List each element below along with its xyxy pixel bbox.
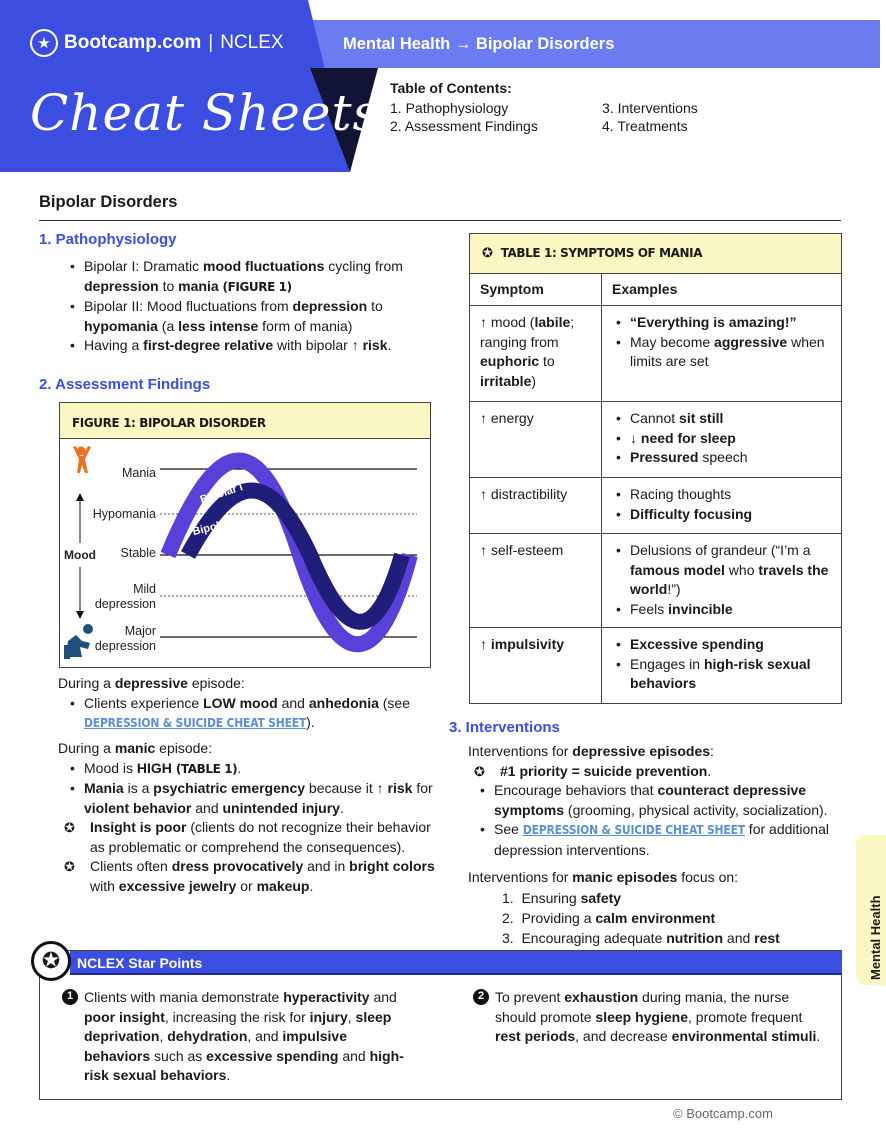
number-2-icon: 2 — [473, 989, 489, 1005]
list-item: • Difficulty focusing — [612, 505, 831, 525]
level-mild: Mild — [133, 582, 156, 596]
table-row — [470, 306, 842, 402]
depressive-episode-block — [58, 674, 438, 734]
level-depression: depression — [94, 597, 156, 611]
star-point-1: 1 Clients with mania demonstrate hyperactivity and poor insight, increasing the risk for injury, sleep deprivation, dehydration, and impulsive behaviors such as excessive spending and high-risk sexual behaviors. — [84, 988, 414, 1086]
interventions-block — [468, 742, 848, 948]
star-list-item: ✪ Insight is poor (clients do not recognize their behavior as problematic or comprehend the consequences). — [64, 818, 438, 857]
list-item: • Delusions of grandeur (“I’m a famous model who travels the world!”) — [612, 541, 831, 600]
toc-item[interactable]: 4. Treatments — [602, 118, 688, 134]
number-1-icon: 1 — [62, 989, 78, 1005]
depressive-interventions-intro: Interventions for depressive episodes: — [468, 743, 714, 759]
table-row — [470, 534, 842, 628]
level-stable: Stable — [120, 546, 156, 560]
list-item: 3. Encouraging adequate nutrition and rest — [502, 929, 780, 946]
depression-cheat-sheet-link[interactable]: DEPRESSION & SUICIDE CHEAT SHEET — [522, 823, 745, 837]
section-title-assessment: 2. Assessment Findings — [39, 376, 211, 393]
script-title-text: Cheat Sheets — [30, 84, 380, 142]
symptom-cell: ↑ self-esteem — [470, 534, 602, 628]
mood-cycle-diagram — [60, 439, 430, 667]
star-list-item: ✪ #1 priority = suicide prevention. — [474, 762, 848, 782]
figure-bipolar-disorder — [59, 402, 431, 668]
column-header-symptom: Symptom — [470, 273, 602, 306]
brand-product: NCLEX — [220, 32, 284, 53]
list-item: • Engages in high-risk sexual behaviors — [612, 655, 831, 694]
brand-name: Bootcamp.com — [64, 32, 202, 53]
list-item: • See DEPRESSION & SUICIDE CHEAT SHEET for additional depression interventions. — [474, 820, 848, 860]
table-row — [470, 402, 842, 478]
list-item: • “Everything is amazing!” — [612, 313, 831, 333]
list-item: • Bipolar I: Dramatic mood fluctuations cycling from depression to mania (FIGURE 1) — [64, 257, 424, 297]
list-item: • Having a first-degree relative with bipolar ↑ risk. — [64, 336, 424, 356]
side-tab-label: Mental Health — [868, 895, 883, 980]
depression-cheat-sheet-link[interactable]: DEPRESSION & SUICIDE CHEAT SHEET — [84, 716, 307, 730]
list-item: • Mania is a psychiatric emergency because it ↑ risk for violent behavior and unintended injury. — [64, 779, 438, 818]
brand-separator: | — [208, 32, 214, 53]
pathophysiology-list — [64, 257, 424, 356]
list-item: • Cannot sit still — [612, 409, 831, 429]
table-of-contents — [390, 80, 722, 134]
list-item: • May become aggressive when limits are set — [612, 333, 831, 372]
toc-item[interactable]: 3. Interventions — [602, 100, 698, 116]
list-item: • ↓ need for sleep — [612, 429, 831, 449]
column-header-examples: Examples — [602, 273, 842, 306]
star-badge-icon: ✪ — [31, 941, 71, 981]
symptom-cell: ↑ distractibility — [470, 478, 602, 534]
section-title: Mental Health → Bipolar Disorders — [343, 35, 615, 53]
table-row — [470, 628, 842, 704]
toc-item[interactable]: 1. Pathophysiology — [390, 100, 509, 116]
list-item: • Clients experience LOW mood and anhedonia (see DEPRESSION & SUICIDE CHEAT SHEET). — [64, 694, 438, 734]
section-title-pathophysiology: 1. Pathophysiology — [39, 231, 177, 248]
section-title-interventions: 3. Interventions — [449, 719, 560, 736]
manic-episode-block — [58, 739, 438, 896]
examples-cell — [602, 306, 842, 402]
sad-person-icon — [64, 624, 93, 659]
arrow-up-icon — [76, 493, 84, 501]
nclex-star-points-box — [39, 950, 842, 1100]
table-title: ✪ TABLE 1: SYMPTOMS OF MANIA — [470, 234, 842, 274]
list-item: • Feels invincible — [612, 600, 831, 620]
symptom-cell: ↑ mood (labile; ranging from euphoric to irritable) — [470, 306, 602, 402]
list-item: • Encourage behaviors that counteract depressive symptoms (grooming, physical activity, socialization). — [474, 781, 848, 820]
list-item: • Bipolar II: Mood fluctuations from depression to hypomania (a less intense form of mania) — [64, 297, 424, 336]
arrow-down-icon — [76, 611, 84, 619]
examples-cell — [602, 534, 842, 628]
bipolar-1-label: Bipolar I — [198, 481, 245, 507]
mood-axis-label: Mood — [64, 548, 96, 562]
figure-title: FIGURE 1: BIPOLAR DISORDER — [60, 403, 430, 439]
symptom-cell: ↑ energy — [470, 402, 602, 478]
level-mania: Mania — [121, 466, 156, 480]
depressive-intro: During a depressive episode: — [58, 675, 245, 691]
table-symptoms-of-mania — [469, 233, 842, 704]
symptom-cell: ↑ impulsivity — [470, 628, 602, 704]
copyright: © Bootcamp.com — [673, 1106, 773, 1121]
list-item: • Pressured speech — [612, 448, 831, 468]
manic-interventions-intro: Interventions for manic episodes focus on: — [468, 869, 739, 885]
list-item: • Excessive spending — [612, 635, 831, 655]
page-heading: Bipolar Disorders — [39, 193, 178, 211]
star-points-title: NCLEX Star Points — [70, 951, 842, 975]
divider — [39, 220, 841, 221]
bipolar-2-label: Bipolar II — [191, 515, 240, 539]
star-logo-icon: ★ — [30, 29, 58, 57]
list-item: • Racing thoughts — [612, 485, 831, 505]
brand-logo[interactable] — [30, 29, 284, 57]
star-point-2: 2 To prevent exhaustion during mania, the nurse should promote sleep hygiene, promote frequent rest periods, and decrease environmental stimuli. — [495, 988, 830, 1047]
toc-title: Table of Contents: — [390, 80, 512, 96]
examples-cell — [602, 402, 842, 478]
star-list-item: ✪ Clients often dress provocatively and in bright colors with excessive jewelry or makeup. — [64, 857, 438, 896]
examples-cell — [602, 628, 842, 704]
level-major: Major — [124, 624, 156, 638]
list-item: 2. Providing a calm environment — [502, 909, 716, 926]
examples-cell — [602, 478, 842, 534]
level-depression: depression — [94, 639, 156, 653]
level-hypomania: Hypomania — [92, 507, 156, 521]
manic-intro: During a manic episode: — [58, 740, 213, 756]
table-row — [470, 478, 842, 534]
list-item: • Mood is HIGH (TABLE 1). — [64, 759, 438, 780]
excited-person-icon — [73, 446, 91, 473]
list-item: 1. Ensuring safety — [502, 889, 622, 906]
cheat-sheets-script-title — [26, 72, 380, 152]
toc-item[interactable]: 2. Assessment Findings — [390, 118, 538, 134]
